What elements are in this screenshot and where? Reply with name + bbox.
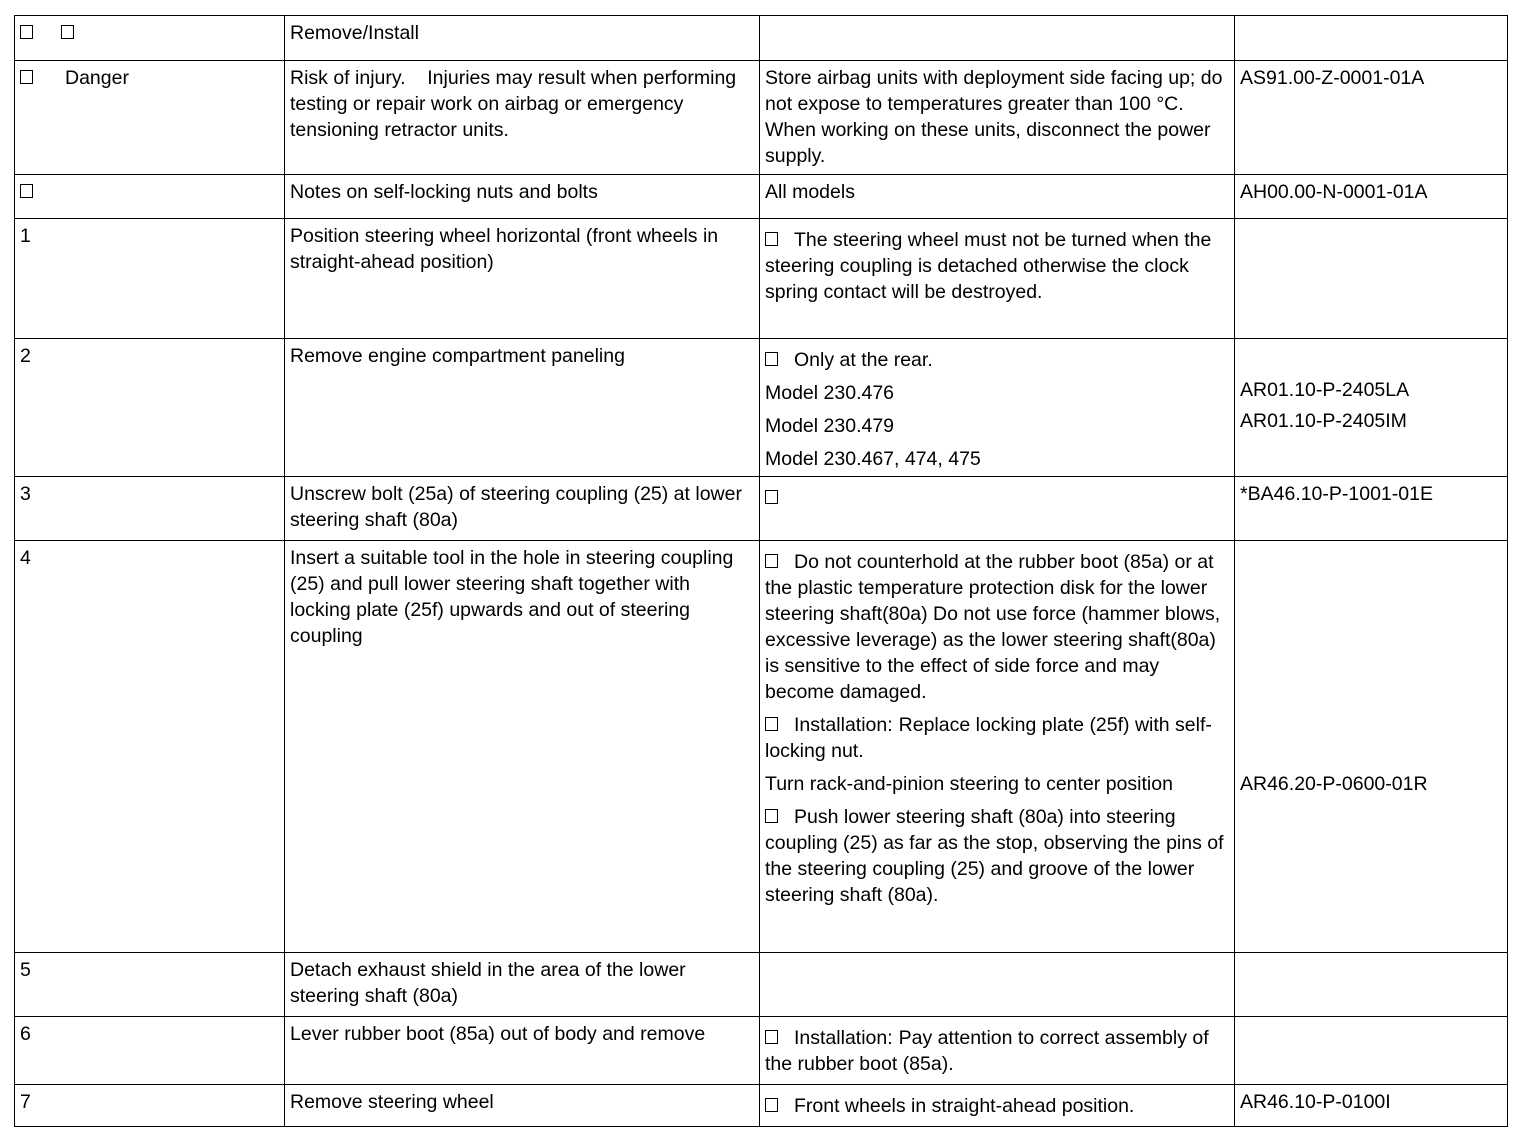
danger-label: Danger <box>65 67 129 89</box>
table-row <box>15 175 1508 219</box>
step-text: Unscrew bolt (25a) of steering coupling (25) at lower steering shaft (80a) <box>290 483 742 531</box>
notes-cell <box>760 61 1235 175</box>
reference-cell <box>1235 16 1508 61</box>
step-cell <box>285 1085 760 1127</box>
step-cell <box>285 219 760 339</box>
info-icon <box>765 352 778 366</box>
notes-cell <box>760 541 1235 953</box>
note-text: Do not counterhold at the rubber boot (85a) or at the plastic temperature protection disk for the lower steering shaft(80a) Do not use force (hammer blows, excessive leverage) as the lower steering shaft(80a) is sensitive to the effect of side force and may become damaged. <box>765 551 1221 703</box>
reference-cell <box>1235 1085 1508 1127</box>
info-icon <box>765 232 778 246</box>
notes-cell <box>760 16 1235 61</box>
table-row <box>15 219 1508 339</box>
step-marker-cell <box>15 175 285 219</box>
step-cell <box>285 1017 760 1085</box>
notes-cell <box>760 953 1235 1017</box>
reference-cell <box>1235 61 1508 175</box>
step-text: Remove engine compartment paneling <box>290 345 625 367</box>
table-row <box>15 1017 1508 1085</box>
note-item <box>765 549 1229 705</box>
step-cell <box>285 61 760 175</box>
step-marker-cell <box>15 61 285 175</box>
note-item <box>765 712 1229 764</box>
checkbox-icon <box>20 184 33 198</box>
notes-cell <box>760 339 1235 477</box>
step-cell <box>285 477 760 541</box>
note-item <box>765 347 1229 373</box>
note-item <box>765 804 1229 908</box>
model-line: Model 230.467, 474, 475 <box>765 448 981 470</box>
reference-link[interactable]: AR46.10-P-0100I <box>1240 1091 1391 1113</box>
step-cell <box>285 541 760 953</box>
info-icon <box>765 809 778 823</box>
reference-link[interactable]: AR01.10-P-2405IM <box>1240 410 1407 432</box>
table-row <box>15 61 1508 175</box>
table-row <box>15 339 1508 477</box>
step-number: 1 <box>15 219 285 339</box>
note-text: Replace locking plate (25f) with self-locking nut. <box>765 714 1212 762</box>
model-line: Model 230.476 <box>765 382 895 404</box>
step-text: Notes on self-locking nuts and bolts <box>290 181 598 203</box>
step-cell <box>285 16 760 61</box>
step-number: 3 <box>15 477 285 541</box>
info-icon <box>765 1030 778 1044</box>
step-number: 2 <box>15 339 285 477</box>
step-cell <box>285 175 760 219</box>
reference-link[interactable]: AS91.00-Z-0001-01A <box>1240 67 1425 89</box>
checkbox-icon <box>20 25 33 39</box>
step-title: Risk of injury. <box>290 67 406 89</box>
note-text: The steering wheel must not be turned when the steering coupling is detached otherwise the clock spring contact will be destroyed. <box>765 229 1212 303</box>
info-icon <box>765 554 778 568</box>
step-text: Insert a suitable tool in the hole in steering coupling (25) and pull lower steering shaft together with locking plate (25f) upwards and out of steering coupling <box>290 547 734 647</box>
model-line: Model 230.479 <box>765 415 895 437</box>
reference-link[interactable]: AR01.10-P-2405LA <box>1240 379 1410 401</box>
notes-cell <box>760 219 1235 339</box>
note-text: Push lower steering shaft (80a) into steering coupling (25) as far as the stop, observing the pins of the steering coupling (25) and groove of the lower steering shaft (80a). <box>765 806 1224 906</box>
note-text: Front wheels in straight-ahead position. <box>794 1095 1135 1117</box>
table-row <box>15 1085 1508 1127</box>
reference-cell <box>1235 339 1508 477</box>
installation-tag: Installation: <box>794 714 893 736</box>
table-row <box>15 953 1508 1017</box>
step-marker-cell <box>15 16 285 61</box>
step-cell <box>285 339 760 477</box>
note-text: Pay attention to correct assembly of the rubber boot (85a). <box>765 1027 1209 1075</box>
notes-cell <box>760 175 1235 219</box>
note-text: All models <box>765 181 855 203</box>
reference-link[interactable]: AR46.20-P-0600-01R <box>1240 773 1428 795</box>
notes-cell <box>760 1085 1235 1127</box>
reference-cell <box>1235 219 1508 339</box>
info-icon <box>765 717 778 731</box>
reference-link[interactable]: AH00.00-N-0001-01A <box>1240 181 1428 203</box>
step-number: 7 <box>15 1085 285 1127</box>
checkbox-icon <box>61 25 74 39</box>
note-text: Store airbag units with deployment side facing up; do not expose to temperatures greater than 100 °C. When working on these units, disconnect the power supply. <box>765 67 1223 167</box>
procedure-table <box>14 15 1508 1127</box>
reference-cell <box>1235 1017 1508 1085</box>
step-text: Position steering wheel horizontal (front wheels in straight-ahead position) <box>290 225 719 273</box>
step-text: Remove steering wheel <box>290 1091 494 1113</box>
reference-link[interactable]: *BA46.10-P-1001-01E <box>1240 483 1433 505</box>
reference-cell <box>1235 541 1508 953</box>
step-text: Detach exhaust shield in the area of the lower steering shaft (80a) <box>290 959 686 1007</box>
notes-cell <box>760 1017 1235 1085</box>
note-text: Turn rack-and-pinion steering to center position <box>765 773 1173 795</box>
notes-cell <box>760 477 1235 541</box>
step-number: 4 <box>15 541 285 953</box>
step-cell <box>285 953 760 1017</box>
table-row <box>15 477 1508 541</box>
note-text: Only at the rear. <box>794 349 933 371</box>
reference-cell <box>1235 477 1508 541</box>
step-number: 6 <box>15 1017 285 1085</box>
step-text: Remove/Install <box>290 22 419 44</box>
step-text: Injuries may result when performing testing or repair work on airbag or emergency tensioning retractor units. <box>290 67 737 141</box>
checkbox-icon <box>20 70 33 84</box>
reference-cell <box>1235 175 1508 219</box>
installation-tag: Installation: <box>794 1027 893 1049</box>
info-icon <box>765 1098 778 1112</box>
step-number: 5 <box>15 953 285 1017</box>
table-row <box>15 541 1508 953</box>
reference-cell <box>1235 953 1508 1017</box>
step-text: Lever rubber boot (85a) out of body and remove <box>290 1023 706 1045</box>
info-icon <box>765 490 778 504</box>
table-row <box>15 16 1508 61</box>
